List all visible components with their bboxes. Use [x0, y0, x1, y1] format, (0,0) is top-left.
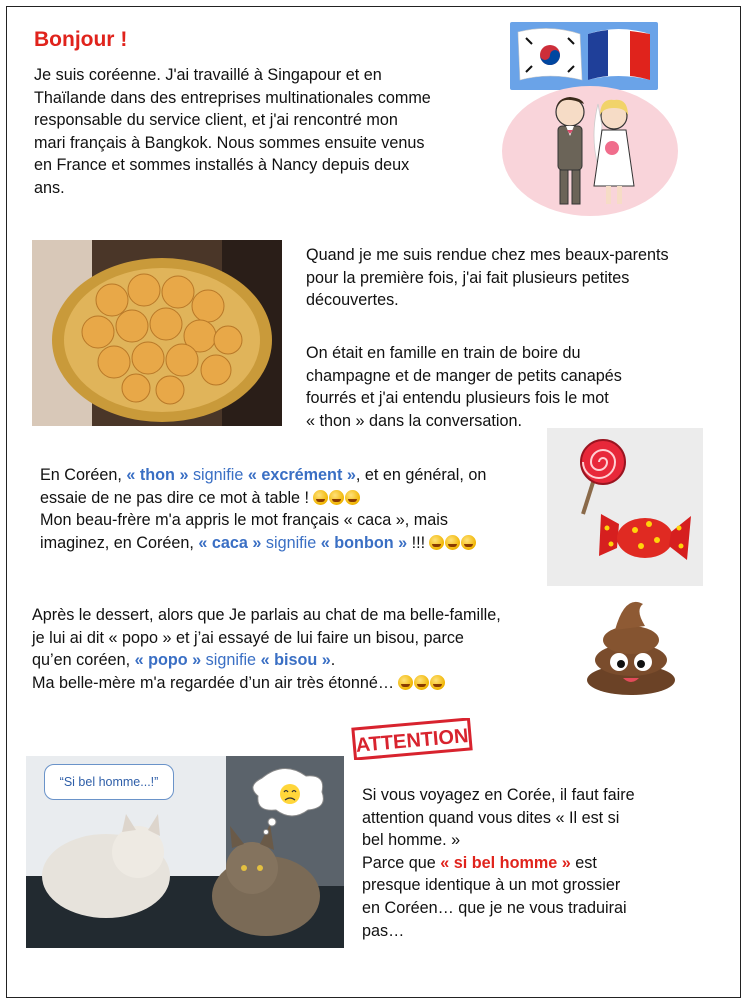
text-line: en Coréen… que je ne vous traduirai: [362, 898, 627, 917]
attention-paragraph: [362, 784, 722, 942]
text-line: Mon beau-frère m'a appris le mot français « caca », mais: [40, 511, 448, 530]
text-fragment: est: [570, 853, 597, 872]
intro-line: ans.: [34, 178, 65, 197]
text-line: On était en famille en train de boire du: [306, 344, 581, 362]
highlight-phrase: « si bel homme »: [440, 853, 571, 872]
wedding-couple-icon: [502, 86, 678, 216]
highlight-phrase: [126, 466, 355, 484]
intro-paragraph: [34, 64, 494, 200]
text-fragment: .: [330, 651, 336, 670]
highlight-word: « bonbon »: [320, 533, 408, 552]
highlight-phrase: [135, 651, 331, 669]
text-line: [32, 672, 592, 695]
text-line: [32, 649, 592, 672]
highlight-word: « excrément »: [247, 466, 356, 484]
text-line: « thon » dans la conversation.: [306, 411, 522, 430]
silly-face-emoji-icon: [429, 535, 476, 550]
text-line: Quand je me suis rendue chez mes beaux-parents: [306, 246, 669, 264]
highlight-word: « popo »: [134, 651, 202, 670]
text-line: pour la première fois, j'ai fait plusieurs petites: [306, 268, 630, 287]
canapes-photo: [32, 240, 282, 426]
text-fragment: essaie de ne pas dire ce mot à table !: [40, 488, 310, 507]
text-line: presque identique à un mot grossier: [362, 876, 621, 895]
lollipop-candy-icon: [547, 428, 703, 586]
intro-line: Thaïlande dans des entreprises multinationales comme: [34, 88, 431, 107]
caca-paragraph: [40, 464, 560, 554]
text-fragment: En Coréen,: [40, 466, 127, 484]
speech-bubble: “Si bel homme...!”: [44, 764, 174, 800]
text-line: attention quand vous dites « Il est si: [362, 808, 620, 827]
flushed-face-emoji-icon: [398, 675, 445, 690]
text-line: [40, 532, 560, 555]
text-fragment: , et en général, on: [355, 466, 487, 484]
attention-stamp-text: ATTENTION: [354, 725, 470, 757]
laughing-emoji-icon: [313, 490, 360, 505]
highlight-word: « caca »: [198, 533, 262, 552]
text-line: Après le dessert, alors que Je parlais au chat de ma belle-famille,: [32, 606, 501, 624]
text-fragment: Ma belle-mère m'a regardée d’un air très étonné…: [32, 673, 395, 692]
popo-paragraph: [32, 604, 592, 694]
highlight-word: « thon »: [126, 466, 189, 484]
text-line: [40, 487, 560, 510]
highlight-connector: signifie: [201, 651, 261, 670]
highlight-connector: signifie: [188, 466, 248, 484]
text-line: Si vous voyagez en Corée, il faut faire: [362, 786, 635, 804]
highlight-connector: signifie: [261, 533, 321, 552]
text-line: fourrés et j'ai entendu plusieurs fois le mot: [306, 389, 609, 408]
intro-line: responsable du service client, et j'ai rencontré mon: [34, 111, 398, 130]
poop-emoji-icon: [585, 590, 677, 696]
intro-line: en France et sommes installés à Nancy depuis deux: [34, 156, 410, 175]
text-fragment: qu’en coréen,: [32, 651, 135, 670]
highlight-word: « bisou »: [260, 651, 331, 670]
text-fragment: imaginez, en Coréen,: [40, 533, 199, 552]
visit-paragraph: [306, 244, 726, 312]
intro-line: Je suis coréenne. J'ai travaillé à Singapour et en: [34, 66, 382, 84]
text-line: [362, 852, 722, 875]
text-line: pas…: [362, 921, 405, 940]
attention-stamp: [350, 718, 474, 760]
text-line: bel homme. »: [362, 831, 461, 850]
korea-france-flags-icon: [510, 22, 658, 90]
text-line: [40, 464, 560, 487]
text-line: découvertes.: [306, 291, 399, 310]
text-line: je lui ai dit « popo » et j’ai essayé de lui faire un bisou, parce: [32, 628, 464, 647]
thon-paragraph: [306, 342, 726, 432]
page-title: Bonjour !: [34, 28, 128, 51]
text-fragment: !!!: [407, 533, 426, 552]
highlight-phrase: [198, 534, 407, 552]
text-line: champagne et de manger de petits canapés: [306, 366, 622, 385]
text-fragment: Parce que: [362, 853, 441, 872]
intro-line: mari français à Bangkok. Nous sommes ensuite venus: [34, 133, 425, 152]
